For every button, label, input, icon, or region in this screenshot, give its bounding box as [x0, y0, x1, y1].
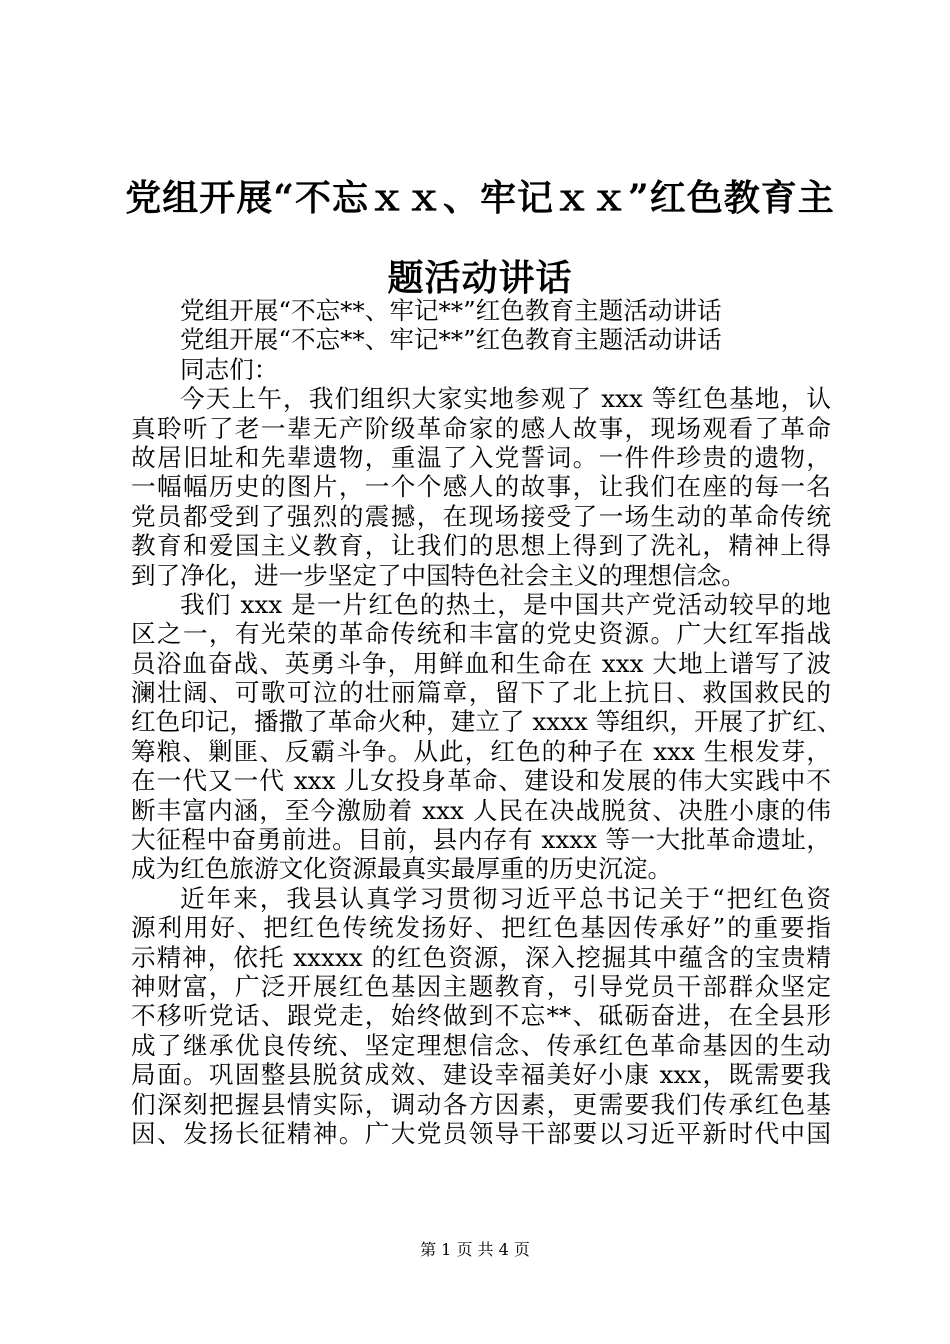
paragraph-line: 成为红色旅游文化资源最真实最厚重的历史沉淀。 [131, 854, 673, 884]
paragraph-line: 近年来，我县认真学习贯彻习近平总书记关于“把红色资 [180, 883, 831, 913]
paragraph-line: 一幅幅历史的图片，一个个感人的故事，让我们在座的每一名 [131, 472, 831, 502]
paragraph-line: 红色印记，播撒了革命火种，建立了 xxxx 等组织，开展了扩红、 [131, 707, 842, 737]
paragraph [131, 355, 831, 384]
document-title-line-1: 党组开展“不忘ｘｘ、牢记ｘｘ”红色教育主 [125, 177, 835, 219]
paragraph-line: 不移听党话、跟党走，始终做到不忘**、砥砺奋进，在全县形 [131, 1001, 831, 1031]
paragraph-line: 员浴血奋战、英勇斗争，用鲜血和生命在 xxx 大地上谱写了波 [131, 648, 831, 678]
paragraph-line: 大征程中奋勇前进。目前，县内存有 xxxx 等一大批革命遗址， [131, 825, 831, 855]
paragraph-line: 真聆听了老一辈无产阶级革命家的感人故事，现场观看了革命 [131, 413, 831, 443]
paragraph [131, 884, 831, 1149]
paragraph-line: 神财富，广泛开展红色基因主题教育，引导党员干部群众坚定 [131, 971, 831, 1001]
paragraph-line: 断丰富内涵，至今激励着 xxx 人民在决战脱贫、决胜小康的伟 [131, 795, 831, 825]
paragraph-line: 示精神，依托 xxxxx 的红色资源，深入挖掘其中蕴含的宝贵精 [131, 942, 831, 972]
paragraph-line: 局面。巩固整县脱贫成效、建设幸福美好小康 xxx，既需要我 [131, 1060, 831, 1090]
paragraph-line: 澜壮阔、可歌可泣的壮丽篇章，留下了北上抗日、救国救民的 [131, 678, 831, 708]
paragraph-line: 源利用好、把红色传统发扬好、把红色基因传承好”的重要指 [131, 913, 831, 943]
paragraph-line: 成了继承优良传统、坚定理想信念、传承红色革命基因的生动 [131, 1030, 831, 1060]
paragraph [131, 384, 831, 590]
paragraph-line: 党组开展“不忘**、牢记**”红色教育主题活动讲话 [180, 296, 722, 325]
document-title-line-2: 题活动讲话 [387, 257, 573, 299]
paragraph-line: 党员都受到了强烈的震撼，在现场接受了一场生动的革命传统 [131, 501, 831, 531]
page-footer: 第 1 页 共 4 页 [420, 1240, 530, 1259]
paragraph-line: 筹粮、剿匪、反霸斗争。从此，红色的种子在 xxx 生根发芽， [131, 736, 831, 766]
paragraph-line: 我们 xxx 是一片红色的热土，是中国共产党活动较早的地 [180, 589, 831, 619]
paragraph-line: 今天上午，我们组织大家实地参观了 xxx 等红色基地，认 [180, 384, 831, 414]
paragraph [131, 296, 831, 325]
paragraph-line: 们深刻把握县情实际，调动各方因素，更需要我们传承红色基 [131, 1089, 831, 1119]
paragraph-line: 因、发扬长征精神。广大党员领导干部要以习近平新时代中国 [131, 1118, 831, 1148]
paragraph [131, 325, 831, 354]
document-title [110, 158, 850, 318]
document-body [131, 296, 842, 1148]
paragraph-line: 党组开展“不忘**、牢记**”红色教育主题活动讲话 [180, 325, 722, 355]
paragraph-line: 教育和爱国主义教育，让我们的思想上得到了洗礼，精神上得 [131, 531, 831, 561]
paragraph-line: 故居旧址和先辈遗物，重温了入党誓词。一件件珍贵的遗物， [131, 442, 831, 472]
paragraph [131, 589, 842, 884]
paragraph-line: 区之一，有光荣的革命传统和丰富的党史资源。广大红军指战 [131, 619, 831, 649]
paragraph-line: 到了净化，进一步坚定了中国特色社会主义的理想信念。 [131, 560, 746, 590]
paragraph-line: 同志们： [180, 354, 279, 384]
paragraph-line: 在一代又一代 xxx 儿女投身革命、建设和发展的伟大实践中不 [131, 766, 831, 796]
